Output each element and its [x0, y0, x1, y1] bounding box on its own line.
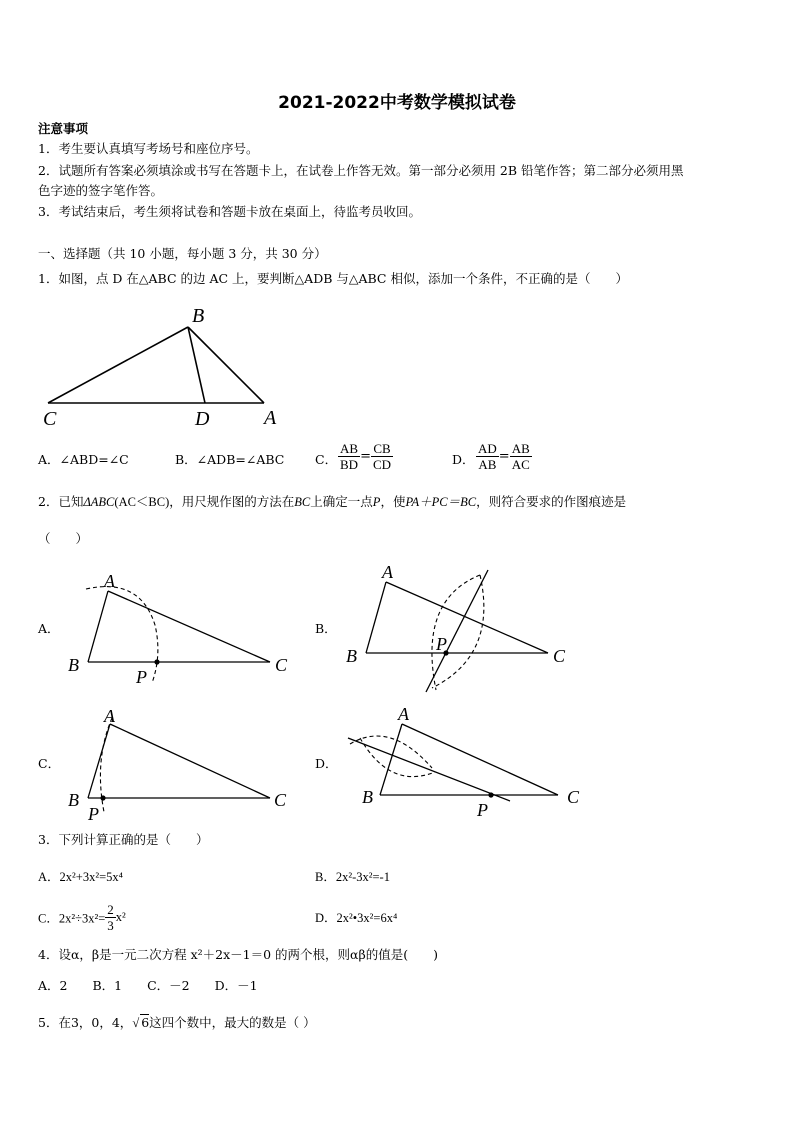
q1-label-a: A [264, 407, 277, 429]
equals-sign: = [498, 449, 510, 464]
q2-option-b-label: B． [315, 621, 337, 636]
q3-option-b: B．2x²-3x²=-1 [315, 870, 390, 884]
sqrt-sign: √ [132, 1016, 140, 1030]
frac-num: AB [340, 441, 359, 456]
fig-label-b: B [68, 790, 79, 810]
q1-label-c: C [43, 408, 57, 430]
q4-options: A．2 B．1 C．－2 D．－1 [38, 978, 258, 993]
fig-label-p: P [436, 634, 447, 654]
q2-figure-c [60, 700, 300, 825]
frac-den: BD [340, 457, 359, 472]
frac-num: AD [478, 441, 497, 456]
q2-stem-part: ，用尺规作图的方法在 [169, 494, 295, 509]
q1-option-c-formula [338, 441, 393, 472]
fig-label-a: A [382, 562, 393, 582]
q4-stem: 4．设α，β是一元二次方程 x²＋2x－1＝0 的两个根，则αβ的值是( ) [38, 947, 438, 962]
q2-stem-part: ，则符合要求的作图痕迹是 [476, 494, 627, 509]
notice-item-2: 2．试题所有答案必须填涂或书写在答题卡上，在试卷上作答无效。第一部分必须用 2B 铅笔作答；第二部分必须用黑 [38, 163, 684, 178]
q2-point-p: P [372, 495, 381, 509]
q2-stem-part: ，使 [380, 494, 406, 509]
q3-stem: 3．下列计算正确的是（ ） [38, 832, 209, 847]
q1-label-b: B [192, 305, 205, 327]
frac-num: 2 [107, 902, 114, 917]
q3-option-c-pre: C．2x²÷3x²= [38, 911, 106, 926]
q2-option-c-label: C． [38, 756, 61, 771]
frac-num: AB [511, 441, 530, 456]
q2-option-d-label: D． [315, 756, 338, 771]
frac-num: CB [371, 441, 393, 457]
q3-option-a: A．2x²+3x²=5x⁴ [38, 870, 123, 884]
notice-item-2-cont: 色字迹的签字笔作答。 [38, 183, 164, 198]
fig-label-b: B [68, 655, 79, 675]
q2-equation: PA＋PC＝BC [405, 495, 477, 509]
exam-title: 2021-2022中考数学模拟试卷 [278, 93, 516, 113]
frac-den: 3 [107, 918, 114, 933]
q2-figure-d [340, 700, 590, 825]
q3-option-d: D．2x²•3x²=6x⁴ [315, 911, 398, 925]
q1-option-b: B．∠ADB=∠ABC [175, 452, 285, 467]
q2-stem-part: 2．已知 [38, 494, 84, 509]
fig-label-a: A [104, 706, 115, 726]
notice-item-1: 1．考生要认真填写考场号和座位序号。 [38, 141, 259, 156]
q3-option-c-post: x² [115, 910, 126, 924]
q5-stem-post: 这四个数中，最大的数是（ ） [149, 1015, 316, 1030]
fig-label-b: B [346, 646, 357, 666]
notice-heading: 注意事项 [38, 121, 89, 136]
notice-item-3: 3．考试结束后，考生须将试卷和答题卡放在桌面上，待监考员收回。 [38, 204, 421, 219]
q2-condition: (AC＜BC) [114, 495, 170, 509]
q2-figure-a [60, 565, 300, 690]
q1-figure [40, 305, 290, 430]
q1-option-a: A．∠ABD=∠C [38, 452, 129, 467]
frac-den: CD [372, 457, 392, 472]
q1-stem: 1．如图，点 D 在△ABC 的边 AC 上，要判断△ADB 与△ABC 相似，添加一个条件，不正确的是（ ） [38, 271, 628, 286]
q5-stem-pre: 5．在3，0，4， [38, 1015, 133, 1030]
q1-option-c-label: C． [315, 452, 338, 467]
q1-option-d-formula [476, 441, 532, 472]
fig-label-c: C [553, 646, 566, 666]
q2-stem-part: 上确定一点 [310, 494, 373, 509]
sqrt-arg: 6 [141, 1015, 150, 1030]
q2-segment-bc: BC [294, 495, 311, 509]
q3-option-c [38, 902, 126, 933]
fig-label-c: C [275, 655, 288, 675]
q2-answer-paren: （ ） [38, 531, 89, 546]
fig-label-c: C [274, 790, 287, 810]
q2-figure-b [340, 560, 580, 700]
fig-label-a: A [104, 571, 115, 591]
fig-label-a: A [398, 704, 409, 724]
frac-den: AC [511, 457, 530, 472]
fig-label-p: P [477, 800, 488, 820]
q2-option-a-label: A． [38, 621, 60, 636]
q2-stem [38, 494, 626, 510]
q2-triangle: ΔABC [83, 495, 115, 509]
equals-sign: = [360, 449, 371, 464]
fig-label-b: B [362, 787, 373, 807]
q1-label-d: D [195, 408, 210, 430]
fig-label-p: P [136, 667, 147, 687]
q5-stem [38, 1014, 316, 1031]
q1-option-d-label: D． [452, 452, 475, 467]
fig-label-c: C [567, 787, 580, 807]
section-heading: 一、选择题（共 10 小题，每小题 3 分，共 30 分） [38, 246, 327, 261]
fig-label-p: P [88, 804, 99, 824]
frac-den: AB [478, 457, 497, 472]
